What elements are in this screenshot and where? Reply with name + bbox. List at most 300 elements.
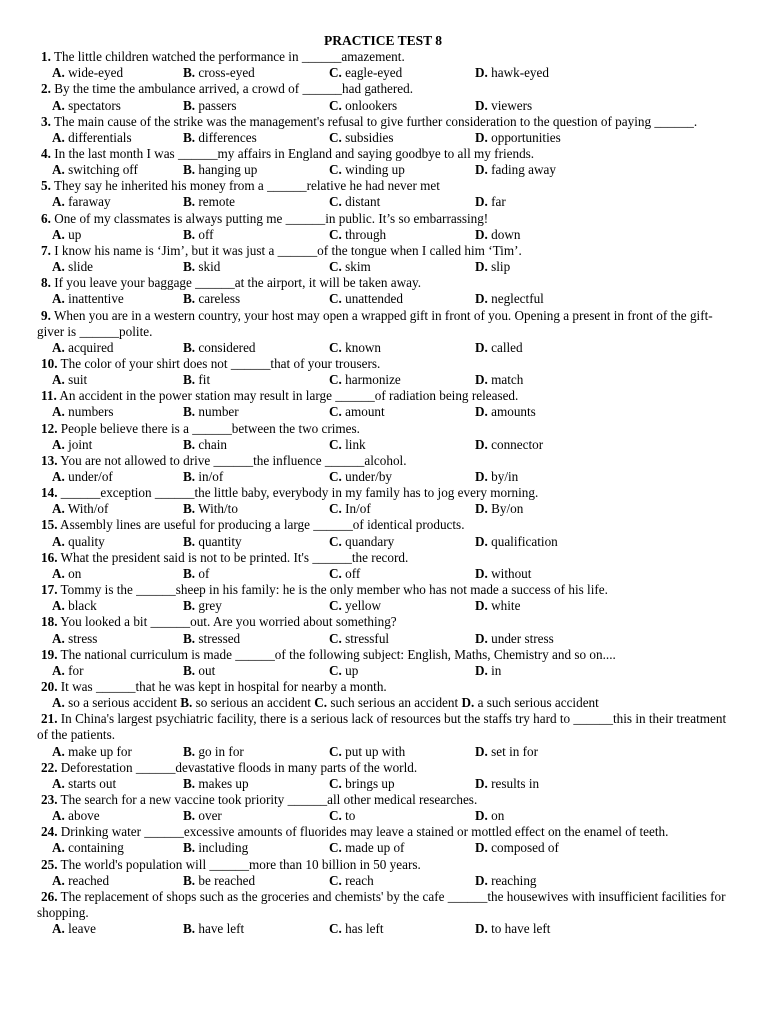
option-text: switching off (68, 162, 138, 178)
option-d[interactable] (475, 534, 558, 550)
option-a[interactable] (52, 534, 105, 550)
option-text: make up for (68, 743, 132, 759)
question-stem (37, 582, 735, 598)
option-text: under/of (68, 469, 113, 485)
option-text: reaching (491, 872, 537, 888)
option-letter: A. (52, 291, 65, 307)
test-page (37, 33, 735, 937)
option-b[interactable] (183, 372, 210, 388)
option-letter: A. (52, 662, 65, 678)
option-text: suit (68, 372, 88, 388)
option-d[interactable] (475, 130, 561, 146)
question-number: 14. (41, 485, 58, 501)
option-letter: D. (475, 840, 488, 856)
option-letter: B. (183, 565, 196, 581)
option-letter: A. (52, 65, 65, 81)
option-text: remote (198, 194, 236, 210)
option-b[interactable] (183, 744, 244, 760)
option-a[interactable] (52, 130, 132, 146)
option-c[interactable] (329, 259, 371, 275)
option-b[interactable] (183, 873, 255, 889)
answer-options (37, 340, 735, 356)
answer-options (37, 840, 735, 856)
option-d[interactable] (475, 437, 543, 453)
option-text: onlookers (345, 97, 398, 113)
option-d[interactable] (475, 808, 504, 824)
option-letter: B. (183, 630, 196, 646)
option-c[interactable] (329, 340, 381, 356)
option-letter: A. (52, 226, 65, 242)
option-a[interactable] (52, 437, 92, 453)
option-b[interactable] (183, 501, 238, 517)
option-text: numbers (68, 404, 114, 420)
question-8 (37, 275, 735, 307)
option-d[interactable] (475, 501, 523, 517)
option-letter: C. (329, 291, 342, 307)
option-c[interactable] (329, 162, 405, 178)
question-number: 10. (41, 355, 58, 371)
option-c[interactable] (329, 744, 405, 760)
answer-options (37, 598, 735, 614)
option-a[interactable] (52, 259, 93, 275)
question-text: People believe there is a ______between the two crimes. (57, 420, 360, 436)
option-a[interactable] (52, 695, 177, 710)
question-stem (37, 824, 735, 840)
question-26 (37, 889, 735, 937)
option-c[interactable] (329, 501, 371, 517)
option-text: distant (345, 194, 381, 210)
question-stem (37, 275, 735, 291)
question-text: Drinking water ______excessive amounts of fluorides may leave a stained or mottled effect on the enamel of teeth. (57, 824, 669, 840)
option-c[interactable] (314, 695, 458, 710)
question-stem (37, 114, 735, 130)
option-d[interactable] (475, 873, 537, 889)
option-letter: C. (329, 162, 342, 178)
option-letter: B. (183, 291, 196, 307)
option-text: skid (198, 259, 221, 275)
question-2 (37, 81, 735, 113)
option-d[interactable] (475, 598, 520, 614)
option-letter: D. (475, 598, 488, 614)
question-number: 18. (41, 614, 58, 630)
answer-options (37, 130, 735, 146)
question-number: 9. (41, 307, 51, 323)
option-letter: D. (475, 194, 488, 210)
option-a[interactable] (52, 873, 109, 889)
option-letter: D. (475, 404, 488, 420)
option-letter: A. (52, 404, 65, 420)
question-stem (37, 308, 735, 340)
option-text: quandary (345, 533, 395, 549)
option-text: on (491, 808, 505, 824)
question-number: 6. (41, 210, 51, 226)
option-c[interactable] (329, 291, 403, 307)
option-d[interactable] (475, 259, 510, 275)
option-text: With/to (198, 501, 238, 517)
question-text: Deforestation ______devastative floods in many parts of the world. (57, 759, 418, 775)
option-text: number (198, 404, 239, 420)
option-b[interactable] (183, 227, 214, 243)
option-text: fit (198, 372, 211, 388)
option-letter: C. (329, 501, 342, 517)
question-text: By the time the ambulance arrived, a crowd of ______had gathered. (50, 81, 414, 97)
option-c[interactable] (329, 534, 394, 550)
option-text: connector (491, 436, 544, 452)
option-c[interactable] (329, 469, 392, 485)
option-d[interactable] (475, 65, 549, 81)
option-text: so a serious accident (68, 695, 177, 711)
option-d[interactable] (475, 469, 518, 485)
option-text: for (68, 662, 84, 678)
option-d[interactable] (461, 695, 598, 710)
answer-options (37, 291, 735, 307)
option-text: differences (198, 129, 257, 145)
question-text: If you leave your baggage ______at the airport, it will be taken away. (50, 275, 421, 291)
question-text: The search for a new vaccine took priority ______all other medical researches. (57, 791, 478, 807)
option-letter: B. (180, 695, 193, 711)
option-b[interactable] (183, 340, 256, 356)
option-a[interactable] (52, 194, 111, 210)
option-letter: C. (329, 533, 342, 549)
option-text: quantity (198, 533, 242, 549)
question-text: An accident in the power station may result in large ______of radiation being released. (56, 388, 519, 404)
option-letter: A. (52, 775, 65, 791)
question-number: 24. (41, 824, 58, 840)
option-text: hawk-eyed (491, 65, 549, 81)
option-text: results in (491, 775, 540, 791)
option-text: viewers (491, 97, 533, 113)
question-stem (37, 889, 735, 921)
option-letter: A. (52, 630, 65, 646)
answer-options (37, 695, 735, 711)
option-text: match (491, 372, 524, 388)
option-b[interactable] (183, 98, 236, 114)
answer-options (37, 776, 735, 792)
option-b[interactable] (183, 663, 215, 679)
option-letter: D. (475, 97, 488, 113)
question-stem (37, 485, 735, 501)
answer-options (37, 194, 735, 210)
option-d[interactable] (475, 227, 520, 243)
option-c[interactable] (329, 840, 404, 856)
question-stem (37, 453, 735, 469)
option-d[interactable] (475, 631, 554, 647)
option-letter: D. (475, 775, 488, 791)
option-text: off (345, 565, 361, 581)
option-c[interactable] (329, 598, 381, 614)
option-d[interactable] (475, 663, 501, 679)
answer-options (37, 372, 735, 388)
option-letter: C. (329, 436, 342, 452)
option-b[interactable] (183, 291, 240, 307)
option-text: be reached (198, 872, 256, 888)
question-number: 26. (41, 888, 58, 904)
question-stem (37, 49, 735, 65)
option-c[interactable] (329, 227, 386, 243)
option-letter: D. (461, 695, 475, 711)
answer-options (37, 566, 735, 582)
question-21 (37, 711, 735, 759)
option-letter: D. (475, 630, 488, 646)
option-b[interactable] (183, 194, 235, 210)
option-letter: A. (52, 129, 65, 145)
option-b[interactable] (183, 130, 257, 146)
question-19 (37, 647, 735, 679)
option-d[interactable] (475, 404, 536, 420)
option-text: inattentive (68, 291, 124, 307)
question-stem (37, 792, 735, 808)
option-text: link (345, 436, 366, 452)
question-text: You looked a bit ______out. Are you worried about something? (57, 614, 397, 630)
option-b[interactable] (183, 566, 209, 582)
question-number: 5. (41, 178, 51, 194)
question-1 (37, 49, 735, 81)
option-a[interactable] (52, 469, 113, 485)
option-c[interactable] (329, 65, 402, 81)
option-b[interactable] (183, 631, 240, 647)
option-text: in (491, 662, 502, 678)
option-c[interactable] (329, 437, 366, 453)
question-list (37, 49, 735, 937)
option-text: chain (198, 436, 227, 452)
option-letter: B. (183, 404, 196, 420)
option-text: passers (198, 97, 237, 113)
option-text: so serious an accident (195, 695, 311, 711)
option-b[interactable] (183, 534, 242, 550)
option-b[interactable] (180, 695, 311, 710)
option-text: including (198, 840, 249, 856)
option-b[interactable] (183, 808, 222, 824)
option-letter: B. (183, 162, 196, 178)
option-b[interactable] (183, 840, 248, 856)
question-stem (37, 517, 735, 533)
question-5 (37, 178, 735, 210)
option-a[interactable] (52, 372, 87, 388)
question-number: 2. (41, 81, 51, 97)
question-6 (37, 211, 735, 243)
option-letter: B. (183, 194, 196, 210)
question-text: The national curriculum is made ______of the following subject: English, Maths, Chemistry and so on.... (57, 646, 616, 662)
option-text: amount (345, 404, 385, 420)
option-c[interactable] (329, 194, 380, 210)
question-16 (37, 550, 735, 582)
option-text: above (68, 808, 100, 824)
option-text: considered (198, 339, 256, 355)
option-text: containing (68, 840, 124, 856)
option-text: brings up (345, 775, 395, 791)
option-a[interactable] (52, 98, 121, 114)
question-25 (37, 857, 735, 889)
question-18 (37, 614, 735, 646)
option-letter: C. (329, 630, 342, 646)
option-letter: A. (52, 743, 65, 759)
question-number: 7. (41, 242, 51, 258)
option-text: to have left (491, 921, 551, 937)
option-b[interactable] (183, 404, 239, 420)
option-c[interactable] (329, 776, 395, 792)
question-number: 23. (41, 791, 58, 807)
option-text: With/of (67, 501, 109, 517)
option-letter: A. (52, 372, 65, 388)
option-b[interactable] (183, 598, 222, 614)
option-text: makes up (198, 775, 249, 791)
option-b[interactable] (183, 437, 227, 453)
question-stem (37, 760, 735, 776)
option-text: By/on (491, 501, 524, 517)
option-letter: D. (475, 872, 488, 888)
option-letter: A. (52, 194, 65, 210)
question-number: 13. (41, 452, 58, 468)
option-a[interactable] (52, 840, 124, 856)
option-c[interactable] (329, 921, 384, 937)
question-stem (37, 146, 735, 162)
option-d[interactable] (475, 921, 550, 937)
option-letter: B. (183, 65, 196, 81)
option-letter: C. (329, 226, 342, 242)
question-text: What the president said is not to be printed. It's ______the record. (57, 549, 409, 565)
question-number: 21. (41, 711, 58, 727)
option-text: skim (345, 259, 371, 275)
answer-options (37, 921, 735, 937)
option-b[interactable] (183, 162, 257, 178)
option-b[interactable] (183, 469, 223, 485)
question-stem (37, 421, 735, 437)
option-text: yellow (345, 598, 382, 614)
question-14 (37, 485, 735, 517)
answer-options (37, 744, 735, 760)
question-stem (37, 711, 735, 743)
option-letter: A. (52, 598, 65, 614)
option-letter: D. (475, 743, 488, 759)
option-d[interactable] (475, 194, 506, 210)
option-letter: C. (329, 259, 342, 275)
question-number: 4. (41, 146, 51, 162)
option-c[interactable] (329, 404, 385, 420)
question-7 (37, 243, 735, 275)
option-letter: B. (183, 743, 196, 759)
answer-options (37, 534, 735, 550)
option-c[interactable] (329, 566, 360, 582)
question-stem (37, 81, 735, 97)
option-c[interactable] (329, 130, 393, 146)
option-text: slide (68, 259, 94, 275)
option-d[interactable] (475, 372, 523, 388)
option-letter: A. (52, 533, 65, 549)
option-text: a such serious accident (477, 695, 599, 711)
option-text: composed of (491, 840, 559, 856)
option-text: such serious an accident (330, 695, 459, 711)
question-text: The replacement of shops such as the groceries and chemists' by the cafe ______the housewives with insufficient facilities for shopping. (37, 888, 726, 921)
option-text: off (198, 226, 214, 242)
option-d[interactable] (475, 291, 544, 307)
question-stem (37, 857, 735, 873)
option-a[interactable] (52, 631, 97, 647)
option-c[interactable] (329, 372, 401, 388)
option-letter: C. (329, 65, 342, 81)
option-d[interactable] (475, 776, 539, 792)
option-letter: A. (52, 436, 65, 452)
option-c[interactable] (329, 663, 358, 679)
answer-options (37, 501, 735, 517)
option-text: made up of (345, 840, 405, 856)
question-9 (37, 308, 735, 356)
option-letter: D. (475, 65, 488, 81)
option-a[interactable] (52, 776, 116, 792)
option-letter: B. (183, 598, 196, 614)
option-text: under stress (491, 630, 554, 646)
answer-options (37, 98, 735, 114)
option-a[interactable] (52, 921, 96, 937)
question-text: The little children watched the performance in ______amazement. (50, 49, 405, 65)
option-a[interactable] (52, 404, 114, 420)
option-letter: A. (52, 695, 65, 711)
option-d[interactable] (475, 98, 532, 114)
option-d[interactable] (475, 744, 538, 760)
option-b[interactable] (183, 921, 244, 937)
option-a[interactable] (52, 744, 132, 760)
option-letter: B. (183, 226, 196, 242)
question-stem (37, 647, 735, 663)
option-letter: D. (475, 501, 488, 517)
option-text: subsidies (345, 129, 394, 145)
option-a[interactable] (52, 808, 100, 824)
option-a[interactable] (52, 340, 114, 356)
option-d[interactable] (475, 340, 523, 356)
option-c[interactable] (329, 631, 389, 647)
option-a[interactable] (52, 566, 81, 582)
option-a[interactable] (52, 65, 123, 81)
option-a[interactable] (52, 162, 138, 178)
option-letter: D. (475, 436, 488, 452)
option-text: opportunities (491, 129, 561, 145)
option-letter: A. (52, 469, 65, 485)
option-text: qualification (491, 533, 558, 549)
option-b[interactable] (183, 259, 220, 275)
option-a[interactable] (52, 598, 97, 614)
option-a[interactable] (52, 663, 84, 679)
option-b[interactable] (183, 776, 249, 792)
option-letter: D. (475, 291, 488, 307)
option-letter: C. (329, 404, 342, 420)
question-20 (37, 679, 735, 711)
option-c[interactable] (329, 98, 397, 114)
option-d[interactable] (475, 840, 559, 856)
question-text: Tommy is the ______sheep in his family: he is the only member who has not made a success of his life. (57, 582, 608, 598)
answer-options (37, 663, 735, 679)
question-23 (37, 792, 735, 824)
option-text: stress (68, 630, 98, 646)
option-c[interactable] (329, 873, 374, 889)
option-b[interactable] (183, 65, 255, 81)
option-text: acquired (68, 339, 114, 355)
option-letter: A. (52, 501, 65, 517)
option-text: winding up (345, 162, 405, 178)
option-text: eagle-eyed (345, 65, 403, 81)
question-number: 8. (41, 275, 51, 291)
option-a[interactable] (52, 291, 124, 307)
page-title: PRACTICE TEST 8 (323, 33, 443, 48)
option-d[interactable] (475, 162, 556, 178)
option-d[interactable] (475, 566, 531, 582)
option-text: unattended (345, 291, 403, 307)
question-number: 25. (41, 856, 58, 872)
option-a[interactable] (52, 501, 108, 517)
question-stem (37, 614, 735, 630)
option-c[interactable] (329, 808, 355, 824)
option-a[interactable] (52, 227, 81, 243)
option-text: under/by (345, 469, 393, 485)
option-letter: D. (475, 259, 488, 275)
